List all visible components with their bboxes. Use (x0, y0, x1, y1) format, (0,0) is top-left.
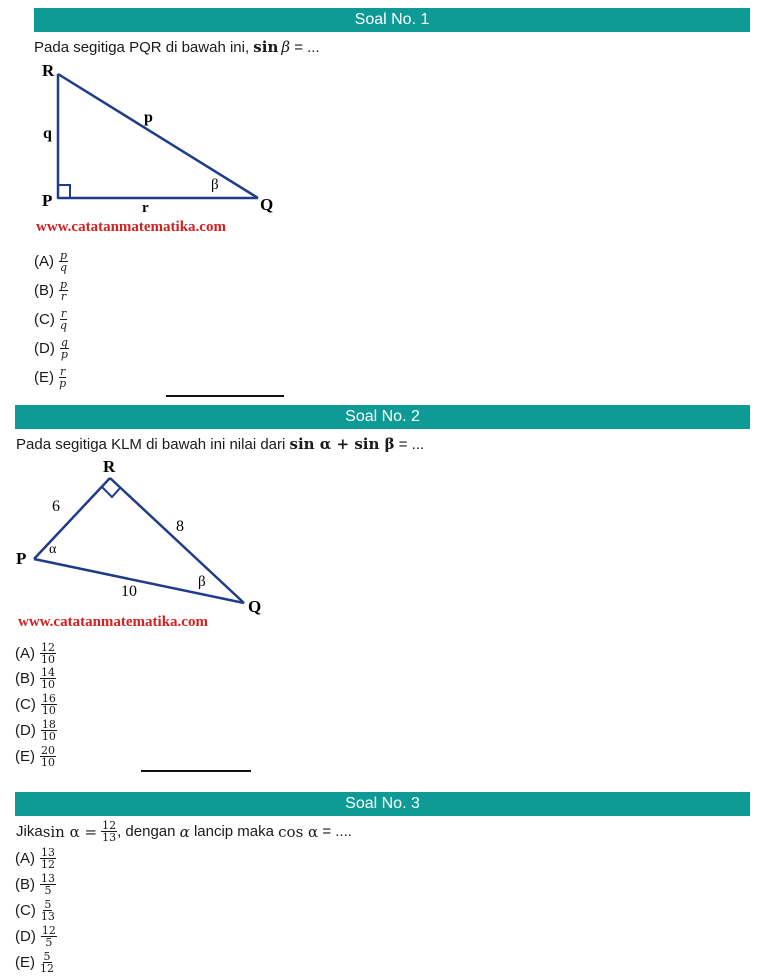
option-label: (E) (34, 369, 54, 386)
option-label: (B) (34, 282, 54, 299)
watermark-q2: www.catatanmatematika.com (18, 614, 208, 630)
option-label: (E) (15, 954, 35, 971)
section-header-q2 (15, 405, 750, 429)
option-label: (E) (15, 748, 35, 765)
angle-beta-label: β (198, 574, 206, 590)
option-label: (A) (34, 253, 54, 270)
section-header-text: Soal No. 1 (354, 11, 430, 28)
question-text-q2: Pada segitiga KLM di bawah ini nilai dari sin α + sin β = ... (16, 435, 425, 453)
option-q1-a[interactable]: (A) $\frac{p}{q}$ (34, 249, 68, 274)
side-q-label: q (43, 125, 52, 142)
option-q2-a[interactable]: (A) $\frac{12}{10}$ (15, 641, 55, 666)
vertex-p-label: P (16, 549, 27, 568)
option-q3-d[interactable]: (D) $\frac{12}{5}$ (15, 924, 56, 949)
divider-q2 (141, 770, 251, 772)
side-10-label: 10 (121, 583, 137, 600)
option-label: (A) (15, 645, 35, 662)
option-label: (D) (15, 722, 36, 739)
section-header-q1 (34, 8, 750, 32)
question-text-q1: Pada segitiga PQR di bawah ini, sin β = ... (34, 38, 320, 56)
option-label: (A) (15, 850, 35, 867)
triangle-pqr-figure-2 (14, 456, 274, 616)
side-p-label: p (144, 109, 153, 126)
option-label: (C) (15, 902, 36, 919)
option-label: (C) (15, 696, 36, 713)
side-r-label: r (142, 200, 149, 216)
side-6-label: 6 (52, 498, 60, 515)
option-q2-d[interactable]: (D) $\frac{18}{10}$ (15, 718, 56, 743)
angle-beta-label: β (211, 177, 219, 193)
triangle-pqr-figure (36, 58, 286, 220)
option-q3-c[interactable]: (C) $\frac{5}{13}$ (15, 898, 55, 923)
option-q3-b[interactable]: (B) $\frac{13}{5}$ (15, 872, 55, 897)
section-header-text: Soal No. 2 (345, 408, 420, 425)
question-text-q3: Jika sin α = $\frac{12}{13}$ , dengan α lancip maka cos α = .... (16, 819, 352, 844)
section-header-text: Soal No. 3 (345, 795, 420, 812)
option-q3-e[interactable]: (E) $\frac{5}{12}$ (15, 950, 54, 975)
option-q1-c[interactable]: (C) $\frac{r}{q}$ (34, 307, 67, 332)
option-label: (D) (34, 340, 55, 357)
option-label: (D) (15, 928, 36, 945)
option-label: (C) (34, 311, 55, 328)
section-header-q3 (15, 792, 750, 816)
option-q1-e[interactable]: (E) $\frac{r}{p}$ (34, 365, 67, 390)
option-q2-e[interactable]: (E) $\frac{20}{10}$ (15, 744, 55, 769)
divider-q1 (166, 395, 284, 397)
option-q1-d[interactable]: (D) $\frac{q}{p}$ (34, 336, 68, 361)
vertex-q-label: Q (248, 597, 262, 616)
option-q3-a[interactable]: (A) $\frac{13}{12}$ (15, 846, 55, 871)
option-label: (B) (15, 876, 35, 893)
vertex-r-label: R (103, 457, 116, 476)
vertex-p-label: P (42, 191, 53, 210)
side-8-label: 8 (176, 518, 184, 535)
option-q2-b[interactable]: (B) $\frac{14}{10}$ (15, 666, 55, 691)
option-q1-b[interactable]: (B) $\frac{p}{r}$ (34, 278, 68, 303)
angle-alpha-label: α (49, 542, 57, 557)
watermark-q1: www.catatanmatematika.com (36, 219, 226, 235)
option-q2-c[interactable]: (C) $\frac{16}{10}$ (15, 692, 56, 717)
vertex-r-label: R (42, 61, 55, 80)
option-label: (B) (15, 670, 35, 687)
vertex-q-label: Q (260, 195, 274, 214)
